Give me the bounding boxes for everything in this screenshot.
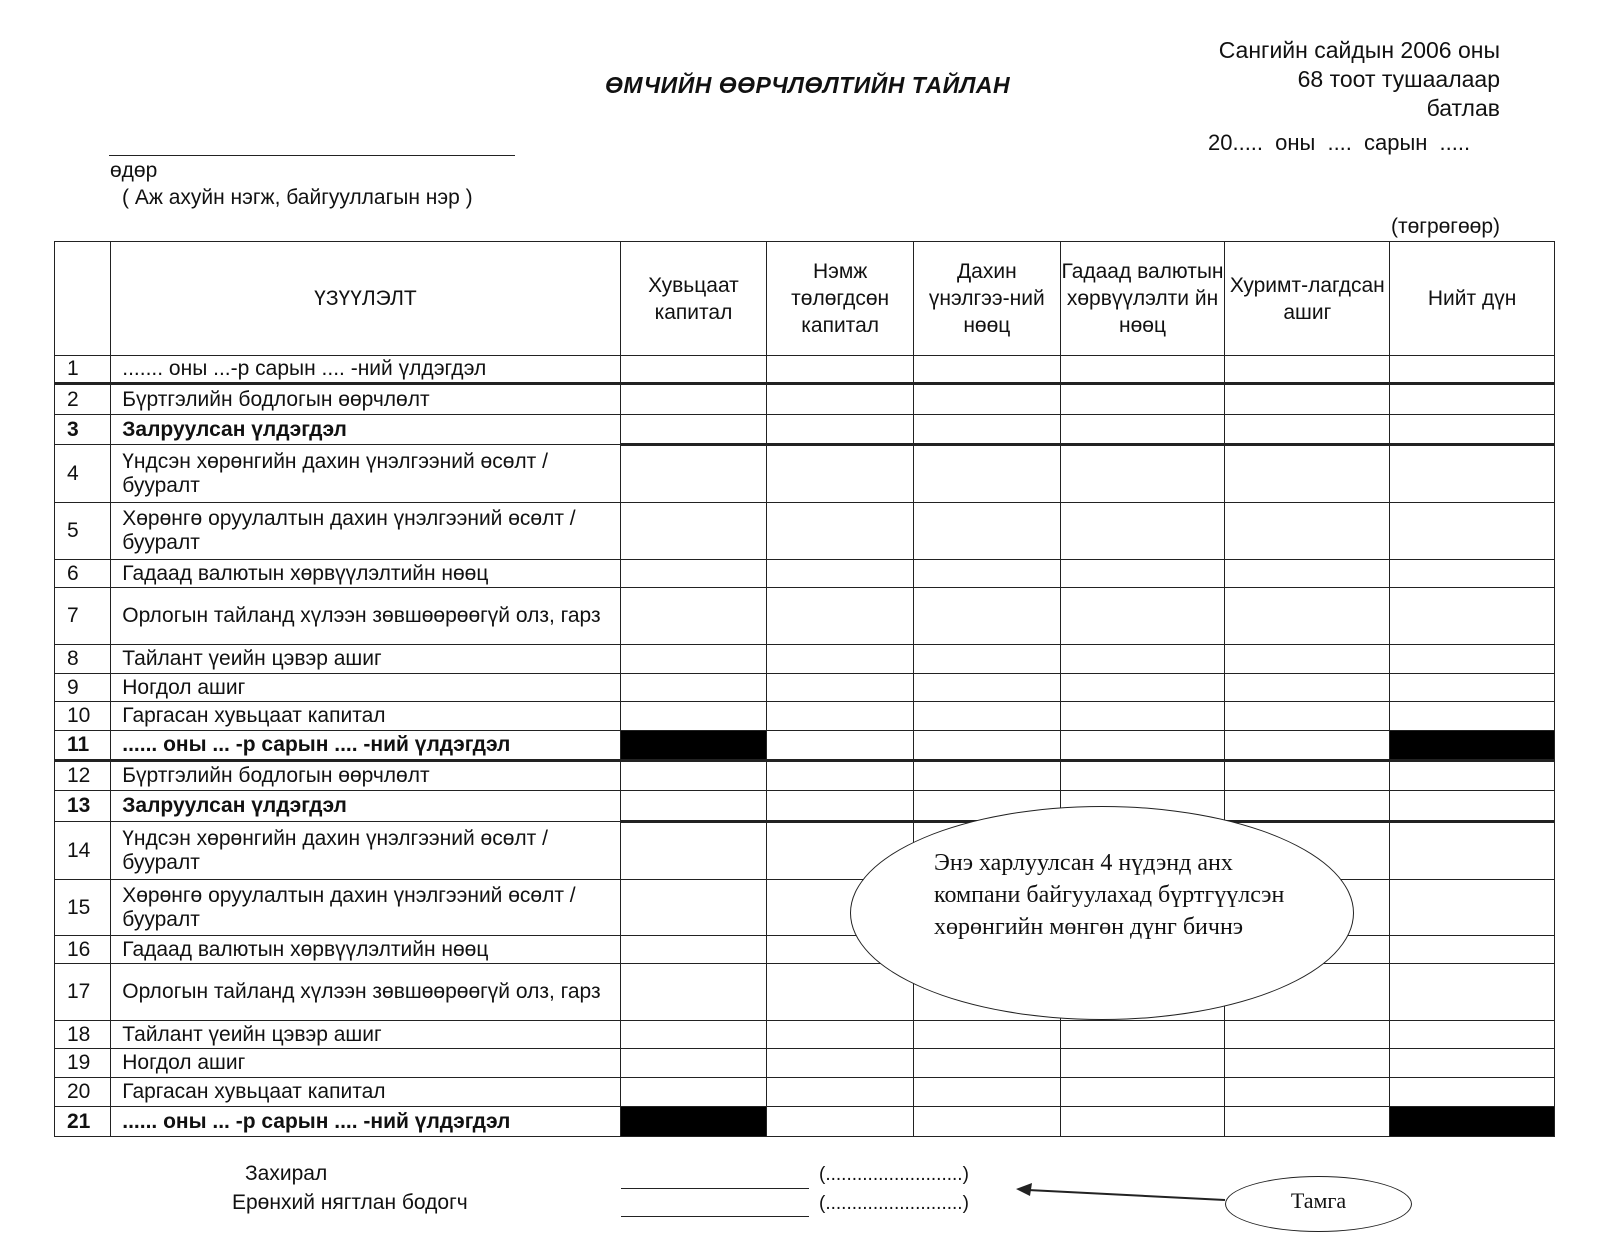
header-fx-reserve: Гадаад валютын хөрвүүлэлти йн нөөц bbox=[1060, 242, 1225, 356]
cell-fx[interactable] bbox=[1060, 702, 1225, 731]
cell-fx[interactable] bbox=[1060, 761, 1225, 791]
table-row bbox=[55, 560, 1555, 588]
row-description: Үндсэн хөрөнгийн дахин үнэлгээний өсөлт /бууралт bbox=[111, 445, 620, 503]
row-description: Тайлант үеийн цэвэр ашиг bbox=[111, 645, 620, 674]
cell-retained[interactable] bbox=[1225, 791, 1390, 822]
cell-paidin[interactable] bbox=[767, 588, 914, 645]
org-name-caption: ( Аж ахуйн нэгж, байгууллагын нэр ) bbox=[122, 186, 473, 209]
row-description: Үндсэн хөрөнгийн дахин үнэлгээний өсөлт /бууралт bbox=[111, 822, 620, 880]
row-description: ....... оны ...-р сарын .... -ний үлдэгдэл bbox=[111, 356, 620, 384]
row-number: 21 bbox=[55, 1107, 111, 1137]
cell-total[interactable] bbox=[1390, 674, 1555, 702]
row-description: Тайлант үеийн цэвэр ашиг bbox=[111, 1021, 620, 1049]
cell-retained[interactable] bbox=[1225, 761, 1390, 791]
cell-fx[interactable] bbox=[1060, 560, 1225, 588]
cell-share[interactable] bbox=[620, 936, 767, 964]
row-description: Гаргасан хувьцаат капитал bbox=[111, 702, 620, 731]
cell-share[interactable] bbox=[620, 645, 767, 674]
cell-reval[interactable] bbox=[913, 674, 1060, 702]
row-number: 2 bbox=[55, 384, 111, 415]
header-description: ҮЗҮҮЛЭЛТ bbox=[111, 242, 620, 356]
cell-share[interactable] bbox=[620, 1078, 767, 1107]
table-row bbox=[55, 964, 1555, 1021]
cell-share[interactable] bbox=[620, 702, 767, 731]
table-row bbox=[55, 356, 1555, 384]
cell-paidin[interactable] bbox=[767, 1049, 914, 1078]
cell-retained[interactable] bbox=[1225, 356, 1390, 384]
cell-share[interactable] bbox=[620, 415, 767, 445]
cell-paidin[interactable] bbox=[767, 731, 914, 761]
table-row bbox=[55, 445, 1555, 503]
row-number: 13 bbox=[55, 791, 111, 822]
cell-fx[interactable] bbox=[1060, 674, 1225, 702]
cell-paidin[interactable] bbox=[767, 702, 914, 731]
approval-line-2: 68 тоот тушаалаар bbox=[1297, 66, 1500, 92]
row-description: Залруулсан үлдэгдэл bbox=[111, 791, 620, 822]
cell-total[interactable] bbox=[1390, 761, 1555, 791]
cell-total[interactable] bbox=[1390, 936, 1555, 964]
cell-retained[interactable] bbox=[1225, 1107, 1390, 1137]
cell-paidin[interactable] bbox=[767, 761, 914, 791]
cell-fx[interactable] bbox=[1060, 588, 1225, 645]
header-num bbox=[55, 242, 111, 356]
approval-line-3: батлав bbox=[1426, 95, 1500, 121]
cell-reval[interactable] bbox=[913, 445, 1060, 503]
table-row bbox=[55, 588, 1555, 645]
cell-paidin[interactable] bbox=[767, 560, 914, 588]
cell-paidin[interactable] bbox=[767, 1107, 914, 1137]
table-row bbox=[55, 384, 1555, 415]
row-description: Орлогын тайланд хүлээн зөвшөөрөөгүй олз, гарз bbox=[111, 588, 620, 645]
row-number: 16 bbox=[55, 936, 111, 964]
table-row bbox=[55, 1049, 1555, 1078]
row-number: 10 bbox=[55, 702, 111, 731]
director-name-placeholder[interactable]: (..........................) bbox=[819, 1164, 969, 1185]
cell-paidin[interactable] bbox=[767, 674, 914, 702]
cell-retained[interactable] bbox=[1225, 415, 1390, 445]
cell-share[interactable] bbox=[620, 1021, 767, 1049]
currency-unit: (төгрөгөөр) bbox=[1391, 215, 1500, 238]
cell-total bbox=[1390, 731, 1555, 761]
row-number: 1 bbox=[55, 356, 111, 384]
table-row bbox=[55, 1021, 1555, 1049]
cell-paidin[interactable] bbox=[767, 1021, 914, 1049]
cell-share[interactable] bbox=[620, 384, 767, 415]
cell-paidin[interactable] bbox=[767, 791, 914, 822]
cell-share[interactable] bbox=[620, 674, 767, 702]
chief-accountant-label: Ерөнхий нягтлан бодогч bbox=[232, 1191, 468, 1214]
annotation-text: Энэ харлуулсан 4 нүдэнд анх компани байгуулахад бүртгүүлсэн хөрөнгийн мөнгөн дүнг бичнэ bbox=[934, 850, 1285, 940]
cell-reval[interactable] bbox=[913, 702, 1060, 731]
cell-share bbox=[620, 1107, 767, 1137]
cell-paidin[interactable] bbox=[767, 445, 914, 503]
row-number: 7 bbox=[55, 588, 111, 645]
approval-note bbox=[1218, 36, 1500, 121]
table-row bbox=[55, 645, 1555, 674]
row-description: Залруулсан үлдэгдэл bbox=[111, 415, 620, 445]
cell-reval[interactable] bbox=[913, 415, 1060, 445]
header-retained-earnings: Хуримт-лагдсан ашиг bbox=[1225, 242, 1390, 356]
org-name-line bbox=[109, 155, 515, 156]
cell-total[interactable] bbox=[1390, 560, 1555, 588]
cell-reval[interactable] bbox=[913, 1021, 1060, 1049]
cell-total[interactable] bbox=[1390, 1078, 1555, 1107]
row-description: Хөрөнгө оруулалтын дахин үнэлгээний өсөлт /бууралт bbox=[111, 503, 620, 560]
cell-fx[interactable] bbox=[1060, 1021, 1225, 1049]
cell-total bbox=[1390, 1107, 1555, 1137]
cell-reval[interactable] bbox=[913, 1078, 1060, 1107]
row-number: 4 bbox=[55, 445, 111, 503]
cell-retained[interactable] bbox=[1225, 674, 1390, 702]
cell-paidin[interactable] bbox=[767, 503, 914, 560]
cell-share bbox=[620, 731, 767, 761]
cell-paidin[interactable] bbox=[767, 356, 914, 384]
cell-reval[interactable] bbox=[913, 588, 1060, 645]
row-number: 5 bbox=[55, 503, 111, 560]
row-description: Гадаад валютын хөрвүүлэлтийн нөөц bbox=[111, 560, 620, 588]
cell-total[interactable] bbox=[1390, 415, 1555, 445]
cell-share[interactable] bbox=[620, 791, 767, 822]
row-number: 19 bbox=[55, 1049, 111, 1078]
cell-total[interactable] bbox=[1390, 356, 1555, 384]
cell-total[interactable] bbox=[1390, 702, 1555, 731]
table-row bbox=[55, 415, 1555, 445]
cell-share[interactable] bbox=[620, 503, 767, 560]
table-row bbox=[55, 731, 1555, 761]
cell-total[interactable] bbox=[1390, 588, 1555, 645]
cell-reval[interactable] bbox=[913, 356, 1060, 384]
cell-reval[interactable] bbox=[913, 503, 1060, 560]
row-description: Гаргасан хувьцаат капитал bbox=[111, 1078, 620, 1107]
cell-retained[interactable] bbox=[1225, 503, 1390, 560]
row-description: Ногдол ашиг bbox=[111, 1049, 620, 1078]
cell-fx[interactable] bbox=[1060, 445, 1225, 503]
cell-total[interactable] bbox=[1390, 1021, 1555, 1049]
row-number: 8 bbox=[55, 645, 111, 674]
cell-retained[interactable] bbox=[1225, 560, 1390, 588]
report-date: 20..... оны .... сарын ..... bbox=[1208, 130, 1471, 155]
cell-total[interactable] bbox=[1390, 964, 1555, 1021]
cell-total[interactable] bbox=[1390, 791, 1555, 822]
cell-share[interactable] bbox=[620, 761, 767, 791]
cell-share[interactable] bbox=[620, 964, 767, 1021]
table-row bbox=[55, 761, 1555, 791]
cell-retained[interactable] bbox=[1225, 588, 1390, 645]
row-description: Хөрөнгө оруулалтын дахин үнэлгээний өсөлт /бууралт bbox=[111, 880, 620, 936]
cell-share[interactable] bbox=[620, 356, 767, 384]
row-number: 18 bbox=[55, 1021, 111, 1049]
cell-reval[interactable] bbox=[913, 1049, 1060, 1078]
cell-fx[interactable] bbox=[1060, 503, 1225, 560]
cell-total[interactable] bbox=[1390, 645, 1555, 674]
row-description: ...... оны ... -р сарын .... -ний үлдэгдэл bbox=[111, 1107, 620, 1137]
cell-share[interactable] bbox=[620, 560, 767, 588]
cell-reval[interactable] bbox=[913, 384, 1060, 415]
row-description: ...... оны ... -р сарын .... -ний үлдэгдэл bbox=[111, 731, 620, 761]
table-row bbox=[55, 791, 1555, 822]
table-row bbox=[55, 1107, 1555, 1137]
cell-retained[interactable] bbox=[1225, 1049, 1390, 1078]
cell-total[interactable] bbox=[1390, 503, 1555, 560]
cell-retained[interactable] bbox=[1225, 445, 1390, 503]
row-description: Орлогын тайланд хүлээн зөвшөөрөөгүй олз, гарз bbox=[111, 964, 620, 1021]
cell-fx[interactable] bbox=[1060, 1107, 1225, 1137]
cell-total[interactable] bbox=[1390, 822, 1555, 880]
cell-paidin[interactable] bbox=[767, 1078, 914, 1107]
cell-total[interactable] bbox=[1390, 880, 1555, 936]
accountant-name-placeholder[interactable]: (..........................) bbox=[819, 1193, 969, 1214]
cell-retained[interactable] bbox=[1225, 384, 1390, 415]
cell-reval[interactable] bbox=[913, 1107, 1060, 1137]
director-signature-line[interactable] bbox=[621, 1188, 809, 1189]
cell-retained[interactable] bbox=[1225, 645, 1390, 674]
row-description: Гадаад валютын хөрвүүлэлтийн нөөц bbox=[111, 936, 620, 964]
row-description: Бүртгэлийн бодлогын өөрчлөлт bbox=[111, 761, 620, 791]
table-row bbox=[55, 1078, 1555, 1107]
approval-line-1: Сангийн сайдын 2006 оны bbox=[1218, 37, 1500, 63]
cell-total[interactable] bbox=[1390, 1049, 1555, 1078]
row-number: 17 bbox=[55, 964, 111, 1021]
row-number: 9 bbox=[55, 674, 111, 702]
cell-retained[interactable] bbox=[1225, 1021, 1390, 1049]
row-description: Бүртгэлийн бодлогын өөрчлөлт bbox=[111, 384, 620, 415]
cell-share[interactable] bbox=[620, 822, 767, 880]
cell-reval[interactable] bbox=[913, 560, 1060, 588]
row-number: 3 bbox=[55, 415, 111, 445]
cell-paidin[interactable] bbox=[767, 384, 914, 415]
header-paid-in-capital: Нэмж төлөгдсөн капитал bbox=[767, 242, 914, 356]
cell-fx[interactable] bbox=[1060, 356, 1225, 384]
table-row bbox=[55, 674, 1555, 702]
cell-total[interactable] bbox=[1390, 384, 1555, 415]
cell-paidin[interactable] bbox=[767, 415, 914, 445]
cell-retained[interactable] bbox=[1225, 731, 1390, 761]
cell-reval[interactable] bbox=[913, 761, 1060, 791]
cell-fx[interactable] bbox=[1060, 645, 1225, 674]
cell-total[interactable] bbox=[1390, 445, 1555, 503]
equity-change-table bbox=[54, 241, 1555, 1137]
report-date-day: өдөр bbox=[110, 159, 158, 182]
row-number: 20 bbox=[55, 1078, 111, 1107]
row-number: 15 bbox=[55, 880, 111, 936]
header-share-capital: Хувьцаат капитал bbox=[620, 242, 767, 356]
cell-retained[interactable] bbox=[1225, 1078, 1390, 1107]
director-label: Захирал bbox=[245, 1162, 328, 1185]
cell-share[interactable] bbox=[620, 1049, 767, 1078]
cell-fx[interactable] bbox=[1060, 415, 1225, 445]
cell-reval[interactable] bbox=[913, 731, 1060, 761]
cell-share[interactable] bbox=[620, 445, 767, 503]
header-total: Нийт дүн bbox=[1390, 242, 1555, 356]
cell-fx[interactable] bbox=[1060, 384, 1225, 415]
cell-fx[interactable] bbox=[1060, 1049, 1225, 1078]
cell-fx[interactable] bbox=[1060, 1078, 1225, 1107]
table-row bbox=[55, 503, 1555, 560]
row-number: 14 bbox=[55, 822, 111, 880]
cell-reval[interactable] bbox=[913, 645, 1060, 674]
cell-paidin[interactable] bbox=[767, 645, 914, 674]
cell-fx[interactable] bbox=[1060, 731, 1225, 761]
row-number: 11 bbox=[55, 731, 111, 761]
accountant-signature-line[interactable] bbox=[621, 1216, 809, 1217]
row-number: 6 bbox=[55, 560, 111, 588]
arrow-icon bbox=[1010, 1180, 1230, 1210]
header-revaluation-reserve: Дахин үнэлгээ-ний нөөц bbox=[913, 242, 1060, 356]
cell-share[interactable] bbox=[620, 588, 767, 645]
table-header-row bbox=[55, 242, 1555, 356]
table-row bbox=[55, 702, 1555, 731]
cell-retained[interactable] bbox=[1225, 702, 1390, 731]
row-number: 12 bbox=[55, 761, 111, 791]
cell-share[interactable] bbox=[620, 880, 767, 936]
report-title: ӨМЧИЙН ӨӨРЧЛӨЛТИЙН ТАЙЛАН bbox=[605, 72, 1011, 98]
stamp-label: Тамга bbox=[1290, 1188, 1347, 1213]
row-description: Ногдол ашиг bbox=[111, 674, 620, 702]
